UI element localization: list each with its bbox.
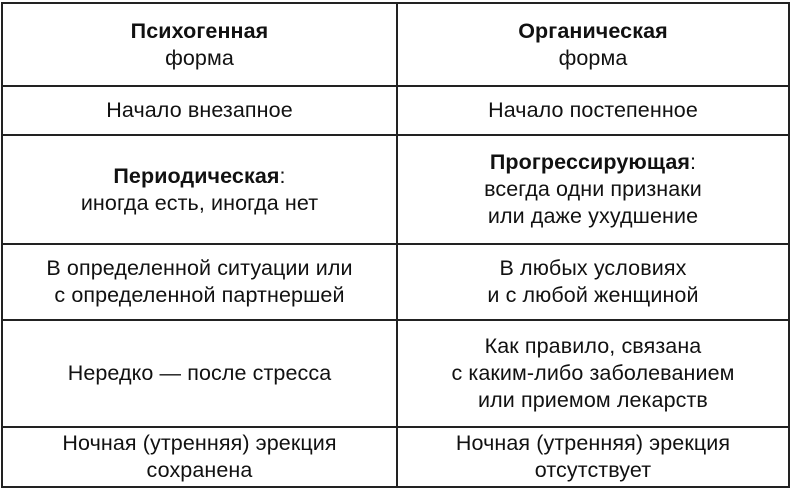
cell-right	[397, 320, 789, 427]
cell-bold-term: Прогрессирующая	[489, 150, 691, 174]
cell-text: В определенной ситуации или	[46, 256, 353, 280]
cell-right	[397, 244, 789, 320]
cell-text: В любых условиях	[499, 256, 687, 280]
table-row	[2, 244, 789, 320]
cell-text: Начало внезапное	[106, 98, 293, 122]
table-row	[2, 135, 789, 244]
cell-text	[408, 149, 778, 176]
cell-text: всегда одни признаки	[484, 177, 702, 201]
cell-right	[397, 135, 789, 244]
cell-text: Начало постепенное	[488, 98, 698, 122]
cell-left	[2, 427, 397, 487]
cell-text: с каким-либо заболеванием	[451, 361, 735, 385]
cell-text: и с любой женщиной	[487, 283, 699, 307]
cell-left	[2, 244, 397, 320]
header-cell-psychogenic	[2, 3, 397, 86]
table-row	[2, 86, 789, 135]
cell-bold-term: Периодическая	[113, 163, 280, 188]
header-subtitle: форма	[165, 45, 234, 70]
cell-text: Ночная (утренняя) эрекция	[455, 431, 731, 455]
cell-left	[2, 320, 397, 427]
cell-text: с определенной партнершей	[54, 283, 345, 307]
cell-left	[2, 86, 397, 135]
comparison-table	[1, 2, 790, 488]
cell-text: или даже ухудшение	[487, 204, 699, 228]
cell-text: иногда есть, иногда нет	[80, 190, 319, 215]
cell-text: отсутствует	[534, 458, 652, 482]
table-row	[2, 427, 789, 487]
cell-right	[397, 427, 789, 487]
cell-left	[2, 135, 397, 244]
cell-text: Нередко — после стресса	[67, 361, 332, 385]
cell-text: сохранена	[146, 458, 253, 482]
cell-text: или приемом лекарств	[478, 388, 708, 412]
cell-bold-suffix: :	[690, 150, 697, 174]
header-cell-organic	[397, 3, 789, 86]
header-title: Психогенная	[130, 18, 269, 43]
cell-text: Ночная (утренняя) эрекция	[62, 431, 337, 455]
cell-right	[397, 86, 789, 135]
header-title: Органическая	[518, 18, 668, 43]
header-subtitle: форма	[558, 45, 628, 70]
cell-bold-suffix: :	[279, 163, 286, 188]
table-row	[2, 320, 789, 427]
table-header-row	[2, 3, 789, 86]
cell-text	[13, 163, 386, 190]
cell-text: Как правило, связана	[484, 334, 702, 358]
